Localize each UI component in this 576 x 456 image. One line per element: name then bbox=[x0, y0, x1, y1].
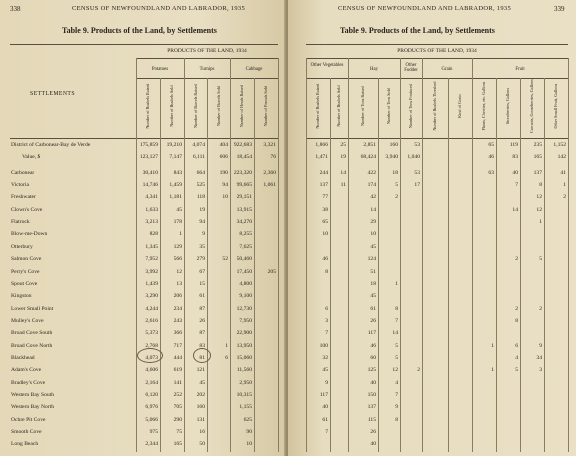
table-cell: 121 bbox=[196, 367, 205, 374]
table-cell: 40 bbox=[370, 379, 376, 386]
table-cell: 32 bbox=[322, 354, 328, 361]
right-column-header: Kind of Grain bbox=[456, 94, 462, 118]
pencil-circle-mark bbox=[137, 348, 163, 363]
settlement-name: Broad Cove South bbox=[11, 330, 53, 337]
left-panel-header: PRODUCTS OF THE LAND, 1934 bbox=[167, 48, 247, 54]
right-group-header: Hay bbox=[370, 67, 378, 72]
table-cell: 1,061 bbox=[263, 182, 276, 189]
table-cell: 9 bbox=[539, 342, 542, 349]
table-cell: 15 bbox=[199, 280, 205, 287]
right-table-title: Table 9. Products of the Land, by Settlements bbox=[340, 26, 495, 35]
left-column-rule bbox=[207, 78, 208, 452]
right-column-header: Strawberries, Gallons bbox=[504, 87, 510, 125]
table-cell: 61 bbox=[199, 293, 205, 300]
table-cell: 9 bbox=[325, 379, 328, 386]
table-cell: 160 bbox=[389, 142, 398, 148]
table-cell: 9 bbox=[202, 231, 205, 238]
table-cell: 45 bbox=[322, 367, 328, 374]
table-cell: 12,730 bbox=[236, 305, 252, 312]
table-cell: 2,344 bbox=[145, 441, 158, 448]
table-cell: 165 bbox=[173, 441, 182, 448]
right-column-rule bbox=[544, 78, 545, 452]
table-cell: 30,410 bbox=[142, 169, 158, 176]
settlement-name: Adam's Cove bbox=[11, 367, 42, 374]
table-cell: 4,073 bbox=[145, 354, 158, 361]
table-cell: 11,560 bbox=[236, 367, 252, 374]
table-cell: 63 bbox=[488, 169, 494, 176]
table-cell: 165 bbox=[533, 154, 542, 161]
settlement-name: Value, $ bbox=[22, 154, 41, 161]
table-cell: 1 bbox=[395, 280, 398, 287]
table-cell: 40 bbox=[322, 404, 328, 411]
table-cell: 83 bbox=[512, 154, 518, 161]
settlement-name: District of Carbonear-Bay de Verde bbox=[11, 142, 91, 148]
table-cell: 94 bbox=[199, 219, 205, 226]
settlement-name: Smooth Cove bbox=[11, 429, 42, 436]
table-cell: 3,321 bbox=[263, 142, 276, 148]
table-cell: 124 bbox=[367, 256, 376, 263]
settlement-name: Western Bay South bbox=[11, 392, 55, 398]
table-cell: 7 bbox=[515, 182, 518, 189]
left-header-bottom-rule bbox=[10, 138, 278, 139]
table-cell: 2 bbox=[515, 305, 518, 312]
table-cell: 5 bbox=[395, 182, 398, 189]
table-cell: 42 bbox=[370, 194, 376, 201]
table-cell: 178 bbox=[173, 219, 182, 226]
table-cell: 77 bbox=[322, 194, 328, 201]
table-cell: 137 bbox=[319, 182, 328, 189]
table-cell: 83 bbox=[199, 342, 205, 349]
table-cell: 94 bbox=[222, 182, 228, 189]
settlement-name: Otterbury bbox=[11, 243, 33, 250]
table-cell: 14 bbox=[370, 206, 376, 213]
table-cell: 422 bbox=[367, 169, 376, 176]
table-cell: 99,665 bbox=[236, 182, 252, 189]
table-cell: 9,100 bbox=[239, 293, 252, 300]
table-cell: 1,633 bbox=[145, 206, 158, 213]
table-cell: 206 bbox=[173, 293, 182, 300]
settlement-name: Western Bay North bbox=[11, 404, 55, 411]
table-cell: 1,471 bbox=[315, 154, 328, 161]
settlement-name: Mulley's Cove bbox=[11, 317, 44, 324]
table-cell: 3,290 bbox=[145, 293, 158, 300]
table-cell: 2,164 bbox=[145, 379, 158, 386]
table-cell: 137 bbox=[367, 404, 376, 411]
table-cell: 10 bbox=[222, 194, 228, 201]
table-cell: 2 bbox=[395, 194, 398, 201]
table-cell: 606 bbox=[219, 154, 228, 161]
table-cell: 119 bbox=[509, 142, 518, 148]
table-cell: 40 bbox=[512, 169, 518, 176]
table-cell: 705 bbox=[173, 404, 182, 411]
table-cell: 1 bbox=[539, 219, 542, 226]
table-cell: 81 bbox=[199, 354, 205, 361]
table-cell: 13 bbox=[176, 280, 182, 287]
table-cell: 61 bbox=[370, 305, 376, 312]
settlement-name: Kingston bbox=[11, 293, 32, 300]
table-cell: 76 bbox=[270, 154, 276, 161]
table-cell: 8 bbox=[325, 268, 328, 275]
table-cell: 175,859 bbox=[139, 142, 158, 148]
table-cell: 3 bbox=[539, 367, 542, 374]
table-cell: 115 bbox=[367, 416, 376, 423]
table-cell: 14 bbox=[512, 206, 518, 213]
table-cell: 1,040 bbox=[407, 154, 420, 161]
table-cell: 8,255 bbox=[239, 231, 252, 238]
right-column-rule bbox=[422, 58, 423, 452]
table-cell: 1,155 bbox=[239, 404, 252, 411]
table-cell: 131 bbox=[196, 416, 205, 423]
table-cell: 12 bbox=[536, 194, 542, 201]
right-header-bottom-rule bbox=[306, 138, 568, 139]
right-column-header: Number of Bushels Raised bbox=[314, 83, 320, 129]
table-cell: 16 bbox=[199, 429, 205, 436]
table-cell: 1,345 bbox=[145, 243, 158, 250]
right-column-rule bbox=[496, 78, 497, 452]
table-cell: 34,270 bbox=[236, 219, 252, 226]
table-cell: 2,768 bbox=[145, 342, 158, 349]
table-cell: 2 bbox=[417, 367, 420, 374]
left-group-header: Turnips bbox=[199, 67, 215, 72]
table-cell: 26 bbox=[370, 317, 376, 324]
left-running-head: CENSUS OF NEWFOUNDLAND AND LABRADOR, 1935 bbox=[72, 5, 246, 12]
table-cell: 2,851 bbox=[363, 142, 376, 148]
table-cell: 235 bbox=[533, 142, 542, 148]
table-cell: 29 bbox=[370, 219, 376, 226]
table-cell: 26 bbox=[199, 317, 205, 324]
settlement-name: Blackhead bbox=[11, 354, 35, 361]
table-cell: 174 bbox=[367, 182, 376, 189]
table-cell: 1 bbox=[491, 367, 494, 374]
right-top-rule bbox=[306, 44, 568, 45]
table-cell: 68,424 bbox=[360, 154, 376, 161]
table-cell: 17,450 bbox=[236, 268, 252, 275]
table-cell: 13,950 bbox=[236, 342, 252, 349]
settlement-name: Victoria bbox=[11, 182, 29, 189]
table-cell: 7 bbox=[395, 392, 398, 398]
table-cell: 17 bbox=[414, 182, 420, 189]
table-cell: 4 bbox=[515, 354, 518, 361]
table-cell: 14,746 bbox=[142, 182, 158, 189]
table-cell: 2 bbox=[515, 256, 518, 263]
table-cell: 52 bbox=[222, 256, 228, 263]
table-cell: 10 bbox=[246, 441, 252, 448]
table-cell: 9 bbox=[395, 404, 398, 411]
table-cell: 664 bbox=[196, 169, 205, 176]
table-cell: 117 bbox=[367, 330, 376, 337]
table-cell: 6,976 bbox=[145, 404, 158, 411]
settlement-name: Long Beach bbox=[11, 441, 39, 448]
table-cell: 1 bbox=[179, 231, 182, 238]
table-cell: 243 bbox=[173, 317, 182, 324]
settlement-name: Clown's Cove bbox=[11, 206, 43, 213]
table-cell: 67 bbox=[199, 268, 205, 275]
right-column-rule bbox=[400, 58, 401, 452]
table-cell: 142 bbox=[557, 154, 566, 161]
right-panel-header: PRODUCTS OF THE LAND, 1934 bbox=[397, 48, 477, 54]
right-column-header: Currants, Gooseberries, Gallons bbox=[528, 79, 534, 133]
right-running-head: CENSUS OF NEWFOUNDLAND AND LABRADOR, 1935 bbox=[338, 5, 512, 12]
table-cell: 18,454 bbox=[236, 154, 252, 161]
table-cell: 2 bbox=[563, 194, 566, 201]
table-cell: 10 bbox=[322, 231, 328, 238]
table-cell: 6 bbox=[225, 354, 228, 361]
table-cell: 45 bbox=[370, 293, 376, 300]
table-cell: 45 bbox=[176, 206, 182, 213]
table-cell: 14 bbox=[392, 330, 398, 337]
left-column-header: Number of Pounds Sold bbox=[262, 85, 268, 127]
table-cell: 129 bbox=[173, 243, 182, 250]
table-cell: 50,460 bbox=[236, 256, 252, 263]
left-column-header: Number of Bushels Sold bbox=[168, 85, 174, 127]
left-page bbox=[0, 0, 286, 456]
table-cell: 828 bbox=[149, 231, 158, 238]
table-cell: 625 bbox=[243, 416, 252, 423]
table-cell: 65 bbox=[488, 142, 494, 148]
table-cell: 244 bbox=[319, 169, 328, 176]
table-cell: 150 bbox=[367, 392, 376, 398]
table-cell: 137 bbox=[533, 169, 542, 176]
table-cell: 45 bbox=[199, 379, 205, 386]
settlement-name: Carbonear bbox=[11, 169, 35, 176]
table-cell: 12 bbox=[176, 268, 182, 275]
table-cell: 53 bbox=[414, 169, 420, 176]
table-cell: 7,952 bbox=[145, 256, 158, 263]
table-cell: 2 bbox=[539, 305, 542, 312]
settlement-name: Broad Cove North bbox=[11, 342, 53, 349]
table-cell: 19,210 bbox=[166, 142, 182, 148]
right-group-header: Other Fodder bbox=[404, 63, 418, 74]
table-cell: 566 bbox=[173, 256, 182, 263]
table-cell: 2,360 bbox=[263, 169, 276, 176]
table-cell: 366 bbox=[173, 330, 182, 337]
table-cell: 10 bbox=[370, 231, 376, 238]
table-cell: 4,341 bbox=[145, 194, 158, 201]
table-cell: 8 bbox=[539, 182, 542, 189]
table-cell: 1,439 bbox=[145, 280, 158, 287]
settlements-header: SETTLEMENTS bbox=[30, 91, 75, 97]
table-cell: 190 bbox=[219, 169, 228, 176]
settlement-name: Perry's Cove bbox=[11, 268, 40, 275]
table-cell: 7,950 bbox=[239, 317, 252, 324]
table-cell: 3 bbox=[325, 317, 328, 324]
table-cell: 118 bbox=[196, 194, 205, 201]
table-cell: 1 bbox=[491, 342, 494, 349]
right-column-header: Number of Bushels Sold bbox=[335, 85, 341, 127]
table-cell: 11 bbox=[340, 182, 346, 189]
table-cell: 46 bbox=[488, 154, 494, 161]
table-cell: 60 bbox=[370, 354, 376, 361]
right-group-header: Other Vegetables bbox=[310, 63, 344, 68]
left-column-header: Number of Barrels Sold bbox=[215, 86, 221, 127]
settlement-name: Bradley's Cove bbox=[11, 379, 46, 386]
table-cell: 35 bbox=[199, 243, 205, 250]
table-cell: 2,616 bbox=[145, 317, 158, 324]
table-cell: 4 bbox=[395, 379, 398, 386]
table-cell: 15,060 bbox=[236, 354, 252, 361]
right-column-rule bbox=[520, 78, 521, 452]
table-cell: 18 bbox=[392, 169, 398, 176]
settlement-name: Salmon Cove bbox=[11, 256, 42, 263]
table-cell: 13,915 bbox=[236, 206, 252, 213]
table-cell: 65 bbox=[322, 219, 328, 226]
table-cell: 125 bbox=[367, 367, 376, 374]
table-cell: 404 bbox=[219, 142, 228, 148]
table-cell: 4,074 bbox=[192, 142, 205, 148]
right-column-rule bbox=[330, 78, 331, 452]
table-cell: 6,111 bbox=[192, 154, 205, 161]
table-cell: 10,315 bbox=[236, 392, 252, 398]
table-cell: 1,866 bbox=[315, 142, 328, 148]
table-cell: 40 bbox=[370, 441, 376, 448]
table-cell: 4,244 bbox=[145, 305, 158, 312]
table-cell: 75 bbox=[176, 429, 182, 436]
table-cell: 5 bbox=[395, 342, 398, 349]
table-cell: 290 bbox=[173, 416, 182, 423]
table-cell: 717 bbox=[173, 342, 182, 349]
table-cell: 975 bbox=[149, 429, 158, 436]
table-cell: 34 bbox=[536, 354, 542, 361]
table-cell: 1,152 bbox=[553, 142, 566, 148]
table-cell: 525 bbox=[196, 182, 205, 189]
table-cell: 38 bbox=[322, 206, 328, 213]
table-cell: 444 bbox=[173, 354, 182, 361]
settlement-name: Blow-me-Down bbox=[11, 231, 48, 238]
settlement-name: Flatrock bbox=[11, 219, 30, 226]
right-page-number: 339 bbox=[554, 5, 565, 13]
table-cell: 22,900 bbox=[236, 330, 252, 337]
table-cell: 100 bbox=[319, 342, 328, 349]
left-group-header: Cabbage bbox=[245, 67, 263, 72]
table-cell: 12 bbox=[536, 206, 542, 213]
table-cell: 8 bbox=[515, 317, 518, 324]
right-page bbox=[288, 0, 576, 456]
table-cell: 4,800 bbox=[239, 280, 252, 287]
left-column-rule bbox=[278, 58, 279, 452]
right-column-rule bbox=[472, 58, 473, 452]
right-column-header: Number of Bushels Threshed bbox=[431, 81, 437, 131]
left-column-header: Number of Bushels Raised bbox=[144, 83, 150, 129]
left-column-header: Number of Heads Raised bbox=[238, 84, 244, 128]
right-column-rule bbox=[568, 58, 569, 452]
table-cell: 12 bbox=[392, 367, 398, 374]
table-cell: 7,147 bbox=[169, 154, 182, 161]
table-cell: 123,127 bbox=[139, 154, 158, 161]
table-cell: 2,950 bbox=[239, 379, 252, 386]
table-cell: 53 bbox=[414, 142, 420, 148]
right-column-header: Number of Tons Produced bbox=[407, 84, 413, 129]
table-cell: 46 bbox=[322, 256, 328, 263]
table-cell: 61 bbox=[322, 416, 328, 423]
left-column-header: Number of Barrels Raised bbox=[192, 84, 198, 129]
table-cell: 46 bbox=[370, 342, 376, 349]
table-cell: 1 bbox=[563, 182, 566, 189]
left-top-rule bbox=[10, 44, 278, 45]
settlement-name: Lower Small Point bbox=[11, 305, 54, 312]
pencil-circle-mark bbox=[193, 348, 211, 363]
table-cell: 4,606 bbox=[145, 367, 158, 374]
left-group-header: Potatoes bbox=[151, 67, 169, 72]
settlement-name: Freshwater bbox=[11, 194, 36, 201]
right-column-header: Number of Tons Raised bbox=[359, 86, 365, 126]
right-group-header: Fruit bbox=[515, 67, 525, 72]
table-cell: 1,459 bbox=[169, 182, 182, 189]
table-cell: 234 bbox=[173, 305, 182, 312]
table-cell: 19 bbox=[199, 206, 205, 213]
table-cell: 8 bbox=[395, 416, 398, 423]
table-cell: 26 bbox=[370, 429, 376, 436]
table-cell: 141 bbox=[173, 379, 182, 386]
table-cell: 87 bbox=[199, 305, 205, 312]
table-cell: 3,213 bbox=[145, 219, 158, 226]
table-cell: 202 bbox=[196, 392, 205, 398]
table-cell: 252 bbox=[173, 392, 182, 398]
table-cell: 1,181 bbox=[169, 194, 182, 201]
table-cell: 29,151 bbox=[236, 194, 252, 201]
table-cell: 7,625 bbox=[239, 243, 252, 250]
table-cell: 90 bbox=[246, 429, 252, 436]
table-cell: 922,683 bbox=[233, 142, 252, 148]
table-cell: 619 bbox=[173, 367, 182, 374]
table-cell: 18 bbox=[370, 280, 376, 287]
table-cell: 51 bbox=[370, 268, 376, 275]
table-cell: 160 bbox=[196, 404, 205, 411]
left-table-title: Table 9. Products of the Land, by Settlements bbox=[62, 26, 217, 35]
table-cell: 1 bbox=[225, 342, 228, 349]
right-column-rule bbox=[448, 78, 449, 452]
table-cell: 7 bbox=[325, 429, 328, 436]
table-cell: 117 bbox=[319, 392, 328, 398]
table-cell: 3,992 bbox=[145, 268, 158, 275]
settlement-name: Spout Cove bbox=[11, 280, 38, 287]
table-cell: 205 bbox=[267, 268, 276, 275]
left-column-rule bbox=[254, 78, 255, 452]
table-cell: 41 bbox=[560, 169, 566, 176]
table-cell: 3,940 bbox=[385, 154, 398, 161]
table-cell: 6,120 bbox=[145, 392, 158, 398]
right-group-header: Grain bbox=[441, 67, 453, 72]
table-cell: 6 bbox=[325, 305, 328, 312]
right-column-header: Plums, Cherries, etc. Gallons bbox=[480, 81, 486, 131]
table-cell: 5 bbox=[395, 354, 398, 361]
right-column-header: Number of Tons Sold bbox=[385, 88, 391, 125]
left-page-number: 338 bbox=[10, 5, 21, 13]
table-cell: 45 bbox=[370, 243, 376, 250]
table-cell: 843 bbox=[173, 169, 182, 176]
table-cell: 7 bbox=[325, 330, 328, 337]
table-cell: 223,320 bbox=[233, 169, 252, 176]
table-cell: 14 bbox=[340, 169, 346, 176]
table-cell: 7 bbox=[395, 317, 398, 324]
right-panel-rule bbox=[306, 58, 568, 59]
table-cell: 5,373 bbox=[145, 330, 158, 337]
table-cell: 25 bbox=[340, 142, 346, 148]
table-cell: 19 bbox=[340, 154, 346, 161]
settlement-name: Ochre Pit Cove bbox=[11, 416, 46, 423]
table-cell: 50 bbox=[199, 441, 205, 448]
table-cell: 279 bbox=[196, 256, 205, 263]
left-panel-rule bbox=[136, 58, 278, 59]
table-cell: 5 bbox=[539, 256, 542, 263]
right-column-header: Other Small Fruit, Gallons bbox=[552, 83, 558, 129]
table-cell: 87 bbox=[199, 330, 205, 337]
table-cell: 8 bbox=[395, 305, 398, 312]
table-cell: 6 bbox=[515, 342, 518, 349]
table-cell: 5,066 bbox=[145, 416, 158, 423]
table-cell: 5 bbox=[515, 367, 518, 374]
